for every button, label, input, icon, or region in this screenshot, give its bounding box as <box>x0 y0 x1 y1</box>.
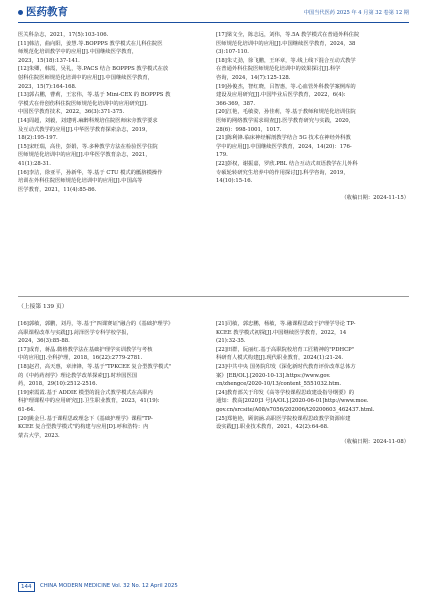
reference-line: 及互动式教学的应用[J].中华医学教育探索杂志，2019， <box>18 126 151 133</box>
reference-line: 高职课程改革与实践[J].菏泽医学专科学校学报， <box>18 329 132 336</box>
reference-line: [21]司敏，郭忠鹏，杨敏，等.融课程思政于护理学导论 TP- <box>216 321 356 327</box>
reference-line: 366-369，387. <box>216 100 256 107</box>
reference-line: 医学教育，2021，11(4):85-86. <box>18 186 97 193</box>
reference-line: [14]周超，刘毅，刘建明.麻醉科规培住院医师床旁教学要求 <box>18 117 158 124</box>
reference-line: 设实践[J].职业技术教育，2021，42(2):64-68. <box>216 424 329 431</box>
reference-line: 18(2):195-197. <box>18 135 58 142</box>
reference-line: [18]朱丈劲，徐飞鹏，王环章，等.线上线下混合互动式教学 <box>216 57 356 64</box>
reference-line: [16]郭敏，郭鹏，刘丹，等.基于"四课赛证"融合的《基础护理学》 <box>18 321 174 327</box>
received-date: （收稿日期：2024-11-15） <box>341 194 409 201</box>
reference-line: 医关科杂志，2021，17(5):103-106. <box>18 32 109 38</box>
journal-issue-info: 中国当代医药 2025 年 4 月第 32 卷第 12 期 <box>303 10 409 16</box>
reference-line: [16]李洁，徐亚平，孙新华，等.基于 CTU 模式的骶脐模操作 <box>18 169 163 176</box>
reference-line: 案》[EB/OL].[2020-10-13].https://www.gov. <box>216 372 331 379</box>
section-bullet-icon <box>18 10 23 15</box>
reference-line: 射科住院医师规范化培训中的应用[J].中国继续医学教育， <box>18 74 154 81</box>
reference-line: 41(1):28-31. <box>18 160 51 167</box>
reference-line: [12]朱卿，韩霞，吴礼，等.PACS 结合 BOPPPS 教学模式在放 <box>18 66 169 73</box>
reference-line: 药，2018，29(10):2512-2516. <box>18 381 98 388</box>
reference-line: [19]索霞霞.基于 ADDIE 模型的混合式教学模式在高职内 <box>18 389 153 396</box>
reference-line: 179. <box>216 152 228 159</box>
reference-line: 61-64. <box>18 406 35 413</box>
reference-line: [11]韩洁，曲向阳，姜慧.等.BOPPPS 教学模式在儿科住院医 <box>18 40 163 47</box>
page-header <box>18 6 409 23</box>
reference-line: 中的应用[J].全科护理，2018，16(22):2779-2781. <box>18 355 143 362</box>
reference-line: [17]梁文全，陈志远，刘伟，等.5A 教学模式在普通外科住院 <box>216 32 360 38</box>
reference-line: [24]教育部关于印发《高等学校课程思政建设指导纲要》的 <box>216 389 354 396</box>
page-number: 144 <box>18 582 35 592</box>
reference-line: [22]田群，阮丽红.基于高职院校培育工匠精神的"PDHCP" <box>216 346 355 353</box>
reference-line: 建设及应用研究[J].中国毕业后医学教育，2022，6(4): <box>216 92 346 99</box>
reference-line: cn/zhengce/2020-10/13/content_5551032.htm. <box>216 381 342 388</box>
reference-line: 在普通外科住院医师规范化培训中的效果探讨[J].科学 <box>216 66 341 73</box>
reference-line: [20]姚金旦.基于课程思政理念下《基础护理学》课程"TP- <box>18 415 153 422</box>
reference-line: 医师规范化培训中的应用[J].中华医学教育杂志，2021， <box>18 152 151 159</box>
reference-line: 医师的网络教学需求调查[J].医学教育研究与实践，2020， <box>216 117 354 124</box>
reference-line: 科护理课程中的应用研究[J].卫生职业教育，2023，41(19): <box>18 398 160 405</box>
reference-line: 28(6)：998-1001，1017. <box>216 126 282 133</box>
reference-line: gov.cn/srcsite/A08/s7056/202006/t20200603_462437.html. <box>216 406 375 413</box>
reference-line: [18]赵君，高天惠，章津锋，等.基于"TPKCEE 复合型教学模式" <box>18 363 172 370</box>
reference-line: 培训在外科住院医师规范化培训中的应用[J].中国高等 <box>18 178 143 185</box>
references-left-column <box>18 31 206 194</box>
section-divider <box>18 296 409 297</box>
section-title: 医药教育 <box>26 6 68 18</box>
reference-line: KCEE 复合型教学模式"的构建与应用[D].呼和浩特：内 <box>18 424 149 431</box>
reference-line: 学模式在骨创伤科住院医师规范化培训中的应用研究[J]. <box>18 100 148 107</box>
received-date: （收稿日期：2024-11-08） <box>341 438 409 445</box>
reference-line: 专硕轮转研究生培养中的作用探讨[J].科学咨询，2019， <box>216 169 349 176</box>
reference-line: [22]彭权，谢振嘉，罗欣.PBL 结合互动式双语教学在儿外科 <box>216 160 358 167</box>
reference-line: [25]郑艳艳，顾润涵.高职医学院校课程思政教学资源库建 <box>216 415 351 422</box>
references-right-column <box>216 31 409 202</box>
reference-line: (3):107-110. <box>216 49 249 56</box>
reference-line: 咨询，2024，14(7):125-128. <box>216 74 291 81</box>
continued-from-label: （上接第 139 页） <box>18 304 68 310</box>
reference-line: 学中的应用[J].中国继续医学教育，2024，14(20)：176- <box>216 143 352 150</box>
reference-line: [13]郭占鹏，曹莉，王宏伟，等.基于 Mini-CEX 的 BOPPPS 教 <box>18 92 171 99</box>
reference-line: 的《中药药剂学》理论教学改革探索[J].时珍国医国 <box>18 372 138 379</box>
reference-line: [19]孙俊杰，智红晓，吕智惠，等.心血管外科教学案例库的 <box>216 83 356 90</box>
reference-line: 科研育人模式构建[J].现代职业教育，2024(1):21-24. <box>216 355 344 362</box>
continued-references-left <box>18 320 206 440</box>
reference-line: [23]中共中央 国务院印发《深化新时代教育评价改革总体方 <box>216 363 356 370</box>
page-footer <box>18 582 318 591</box>
reference-line: 中国医学教育技术，2022，36(3):371-375. <box>18 109 125 116</box>
reference-line: [21]陈利锋.临床神经解剖教学结合 5G 技术在神经外科教 <box>216 135 351 142</box>
reference-line: 2023，15(7):164-168. <box>18 83 77 90</box>
reference-line: 2023，15(18):137-141. <box>18 57 80 64</box>
reference-line: [20]江艳，毛敏姿，孙佳莉，等.基于教师和规范化培训住院 <box>216 109 356 116</box>
reference-line: 蒙古大学，2023. <box>18 432 60 439</box>
reference-line: [15]宋旺瑞，高佳，彭娟，等.多种教学方法在检验医学住院 <box>18 143 158 150</box>
reference-line: 2024，36(3):85-88. <box>18 338 70 345</box>
reference-line: 医师规范化培训中的应用[J].中国继续医学教育，2024，38 <box>216 40 356 47</box>
reference-line: [17]成育，蒋晶.微格教学法在基础护理学实训教学与考核 <box>18 346 153 353</box>
reference-line: 师规范化培训教学中的应用[J].中国继续医学教育， <box>18 49 138 56</box>
reference-line: (21):32-35. <box>216 338 246 345</box>
reference-line: 通知：教高[2020]3 号[A/OL].[2020-06-01]http://www.moe. <box>216 398 369 405</box>
journal-name-footer: CHINA MODERN MEDICINE Vol. 32 No. 12 April 2025 <box>40 583 178 589</box>
reference-line: 14(10):15-16. <box>216 178 253 185</box>
continued-references-right <box>216 320 409 446</box>
reference-line: KCEE 教学模式初探[J].中国继续医学教育，2022，14 <box>216 329 347 336</box>
